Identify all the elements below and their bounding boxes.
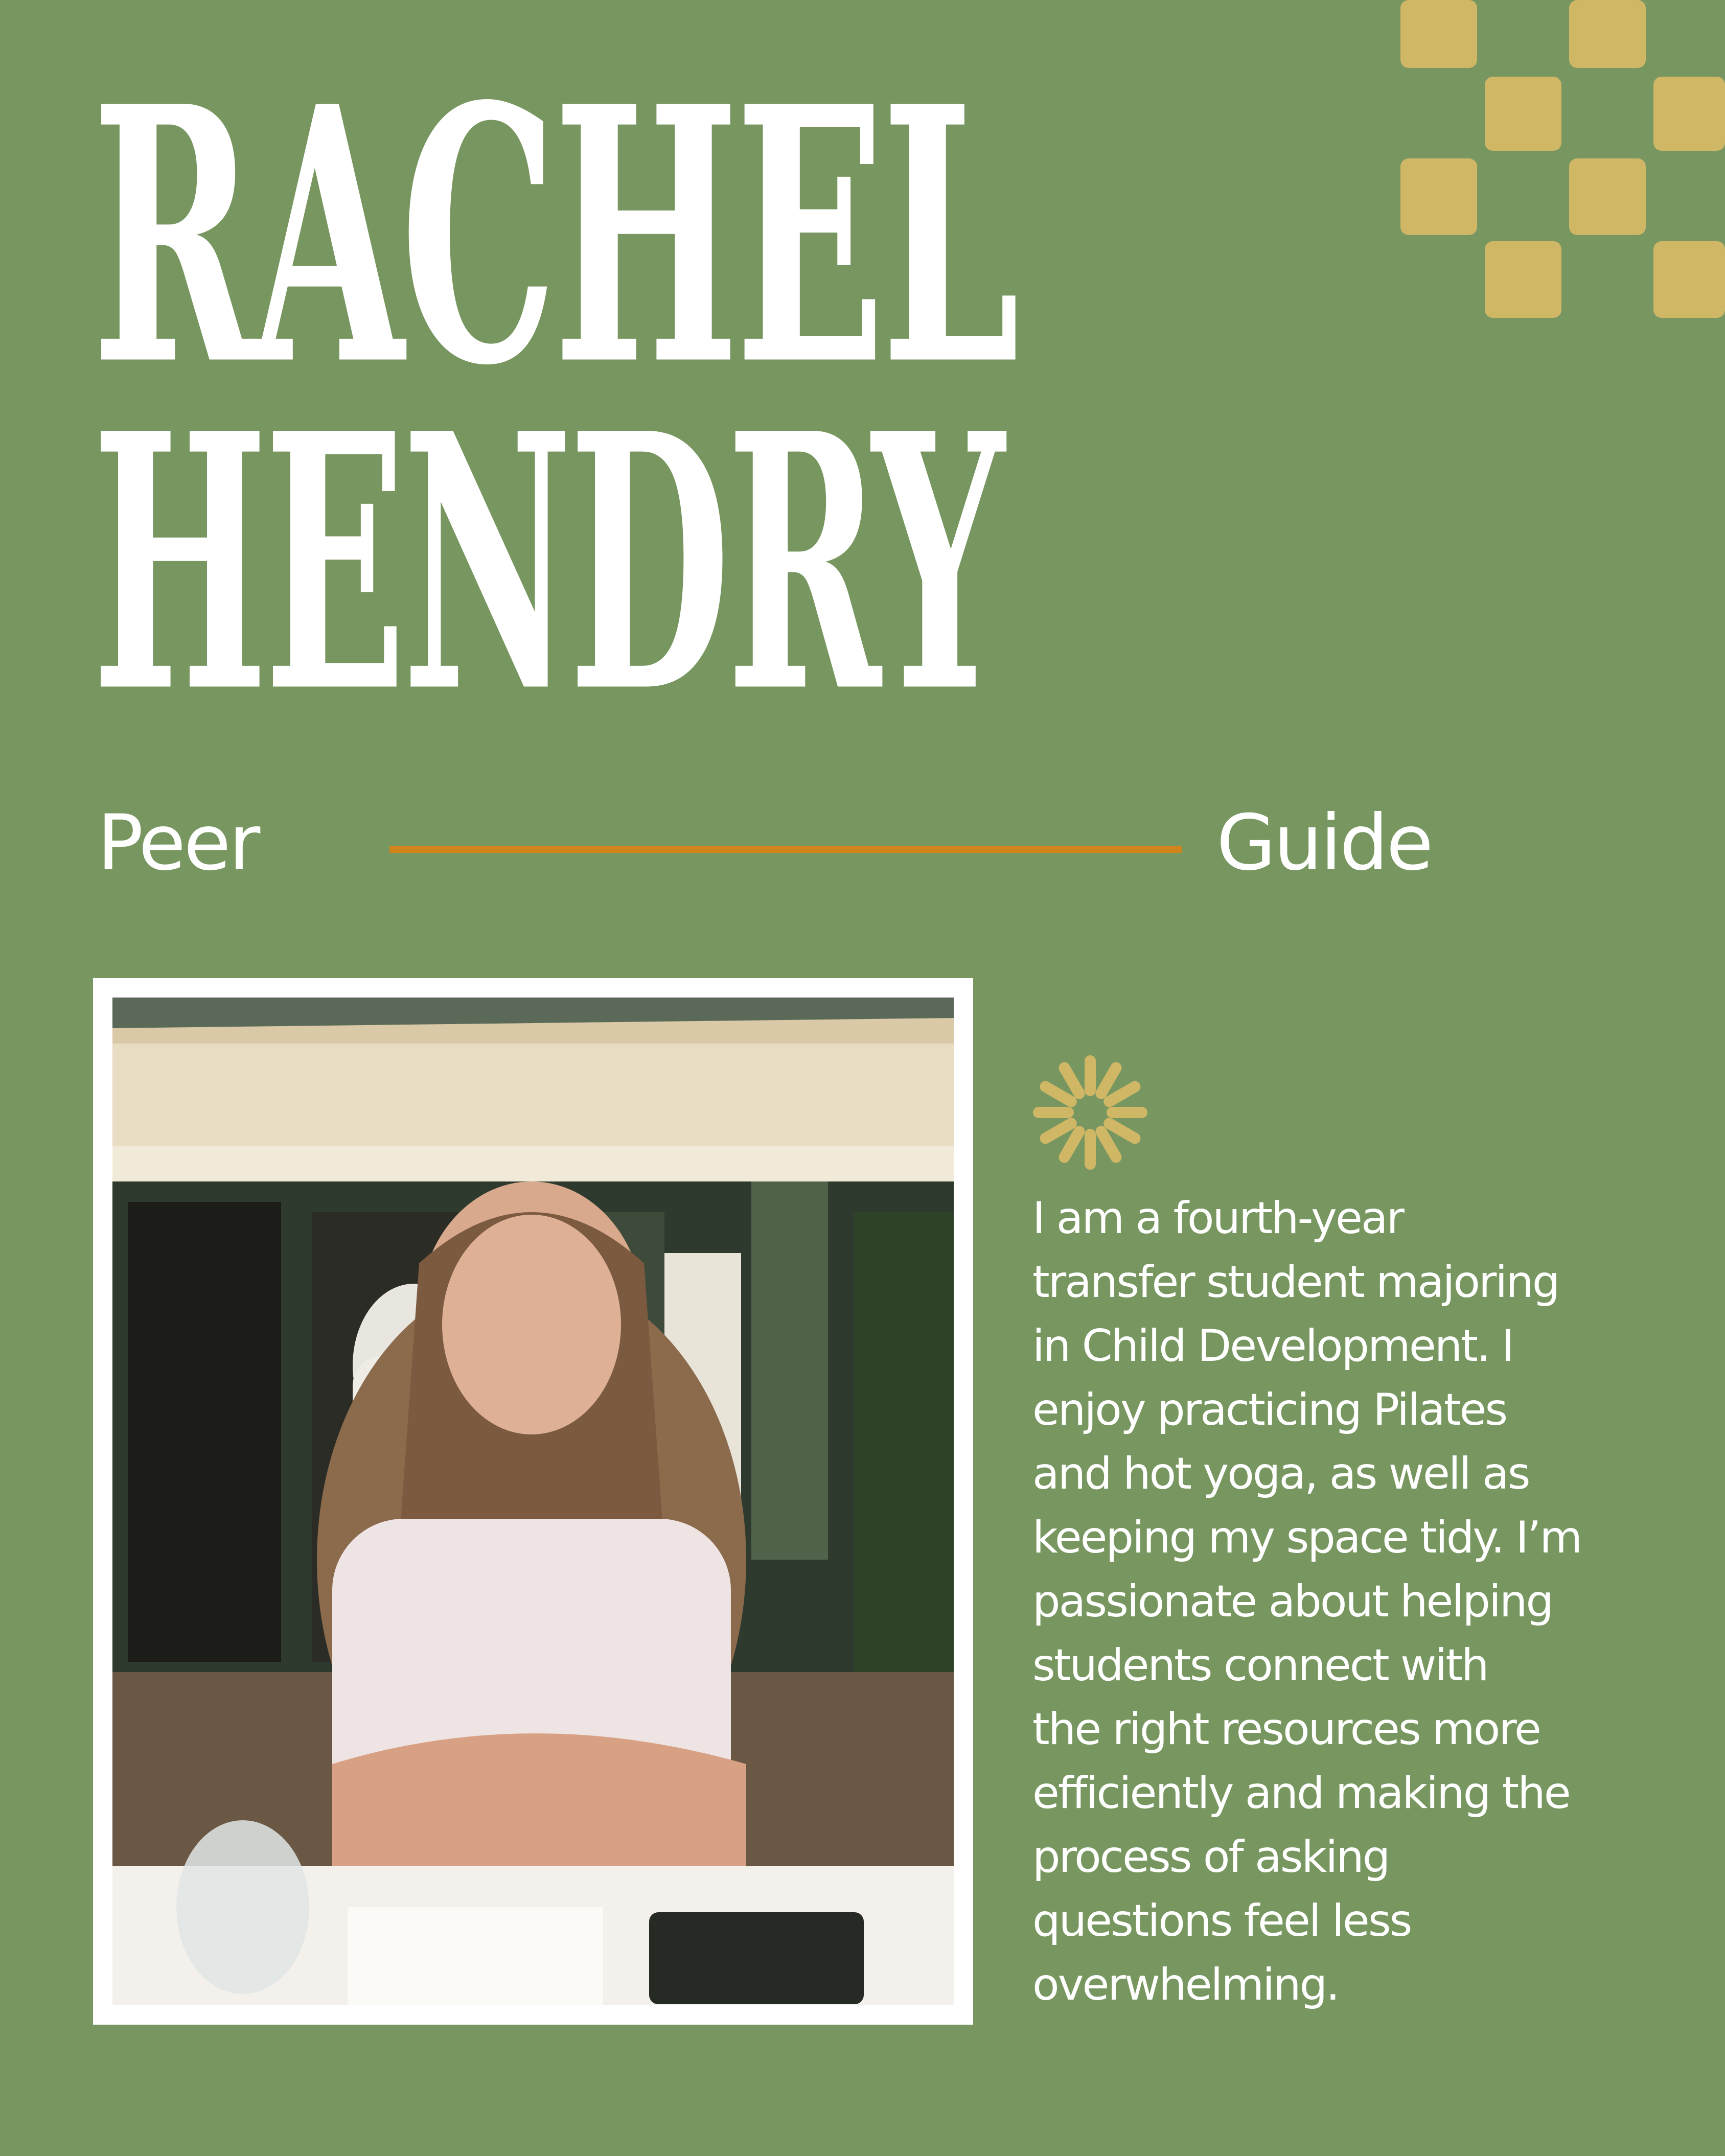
starburst-icon <box>1031 1054 1149 1171</box>
first-name: RACHEL <box>92 30 1016 443</box>
checkerboard-icon <box>1400 0 1725 322</box>
role-left-label: Peer <box>97 799 259 888</box>
role-right-label: Guide <box>1216 799 1432 888</box>
role-divider <box>389 846 1182 853</box>
bio-text: I am a fourth-year transfer student majoring in Child Development. I enjoy practicing Pilates and hot yoga, as well as keeping my space tidy. I’m passionate about helping students connect with the right resources more efficiently and making the process of asking questions feel less overwhelming. <box>1032 1193 1581 2010</box>
last-name: HENDRY <box>92 357 1001 770</box>
profile-photo <box>112 998 954 2005</box>
